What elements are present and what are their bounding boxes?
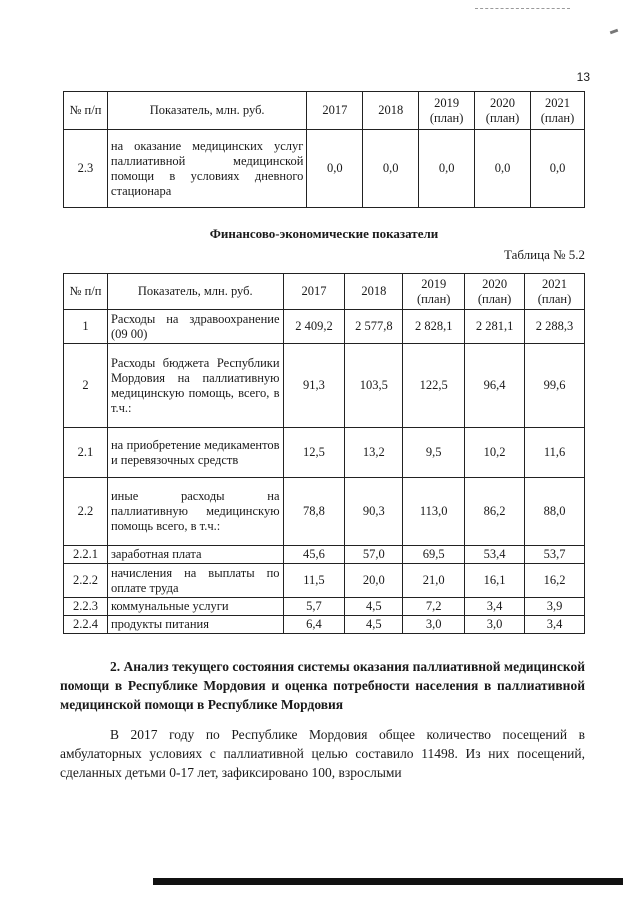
table-row bbox=[64, 478, 585, 546]
row-number: 2.1 bbox=[64, 428, 108, 478]
value-cell: 3,0 bbox=[403, 616, 465, 634]
value-cell: 3,9 bbox=[525, 598, 585, 616]
value-cell: 103,5 bbox=[345, 344, 403, 428]
value-cell: 3,0 bbox=[465, 616, 525, 634]
row-number: 2.2.4 bbox=[64, 616, 108, 634]
value-cell: 11,6 bbox=[525, 428, 585, 478]
value-cell: 91,3 bbox=[283, 344, 345, 428]
table-row bbox=[64, 546, 585, 564]
scan-artifact-bar bbox=[153, 878, 623, 885]
value-cell: 13,2 bbox=[345, 428, 403, 478]
value-cell: 4,5 bbox=[345, 616, 403, 634]
value-cell: 11,5 bbox=[283, 564, 345, 598]
value-cell: 2 409,2 bbox=[283, 310, 345, 344]
table-header-row bbox=[64, 274, 585, 310]
value-cell: 3,4 bbox=[525, 616, 585, 634]
value-cell: 78,8 bbox=[283, 478, 345, 546]
body-paragraph: В 2017 году по Республике Мордовия общее количество посещений в амбулаторных условиях с паллиативной целью составило 11498. Из них посещений, сделанных детьми 0-17 лет, зафиксировано 100, взрослыми bbox=[60, 727, 585, 780]
header-cell: Показатель, млн. руб. bbox=[107, 274, 283, 310]
header-cell: 2021 (план) bbox=[531, 92, 585, 130]
section-heading bbox=[60, 657, 585, 714]
header-cell: 2020 (план) bbox=[475, 92, 531, 130]
row-label: на оказание медицинских услуг паллиативной медицинской помощи в условиях дневного стационара bbox=[107, 130, 306, 208]
value-cell: 99,6 bbox=[525, 344, 585, 428]
row-label: Расходы бюджета Республики Мордовия на паллиативную медицинскую помощь, всего, в т.ч.: bbox=[107, 344, 283, 428]
row-label: коммунальные услуги bbox=[107, 598, 283, 616]
page-number: 13 bbox=[576, 70, 590, 84]
value-cell: 2 288,3 bbox=[525, 310, 585, 344]
section-title: Финансово-экономические показатели bbox=[209, 226, 439, 241]
header-cell: 2019 (план) bbox=[419, 92, 475, 130]
row-number: 1 bbox=[64, 310, 108, 344]
table-header-row bbox=[64, 92, 585, 130]
value-cell: 86,2 bbox=[465, 478, 525, 546]
value-cell: 2 828,1 bbox=[403, 310, 465, 344]
value-cell: 122,5 bbox=[403, 344, 465, 428]
value-cell: 2 577,8 bbox=[345, 310, 403, 344]
value-cell: 10,2 bbox=[465, 428, 525, 478]
table-row bbox=[64, 598, 585, 616]
value-cell: 45,6 bbox=[283, 546, 345, 564]
header-cell: 2018 bbox=[363, 92, 419, 130]
table-row bbox=[64, 130, 585, 208]
scan-artifact-line bbox=[475, 8, 570, 10]
value-cell: 0,0 bbox=[363, 130, 419, 208]
table-continuation bbox=[63, 91, 585, 208]
value-cell: 0,0 bbox=[419, 130, 475, 208]
value-cell: 12,5 bbox=[283, 428, 345, 478]
row-number: 2.2 bbox=[64, 478, 108, 546]
row-label: продукты питания bbox=[107, 616, 283, 634]
table-row bbox=[64, 616, 585, 634]
value-cell: 4,5 bbox=[345, 598, 403, 616]
row-label: иные расходы на паллиативную медицинскую помощь всего, в т.ч.: bbox=[107, 478, 283, 546]
header-cell: Показатель, млн. руб. bbox=[107, 92, 306, 130]
value-cell: 53,7 bbox=[525, 546, 585, 564]
row-label: Расходы на здравоохранение (09 00) bbox=[107, 310, 283, 344]
value-cell: 7,2 bbox=[403, 598, 465, 616]
value-cell: 21,0 bbox=[403, 564, 465, 598]
value-cell: 16,2 bbox=[525, 564, 585, 598]
value-cell: 69,5 bbox=[403, 546, 465, 564]
value-cell: 20,0 bbox=[345, 564, 403, 598]
value-cell: 0,0 bbox=[307, 130, 363, 208]
header-cell: 2021 (план) bbox=[525, 274, 585, 310]
value-cell: 6,4 bbox=[283, 616, 345, 634]
value-cell: 5,7 bbox=[283, 598, 345, 616]
header-cell: 2019 (план) bbox=[403, 274, 465, 310]
header-cell: 2017 bbox=[283, 274, 345, 310]
scan-artifact-mark bbox=[610, 29, 619, 35]
header-cell: 2017 bbox=[307, 92, 363, 130]
table-row bbox=[64, 428, 585, 478]
value-cell: 57,0 bbox=[345, 546, 403, 564]
table-row bbox=[64, 344, 585, 428]
header-cell: № п/п bbox=[64, 274, 108, 310]
value-cell: 88,0 bbox=[525, 478, 585, 546]
value-cell: 53,4 bbox=[465, 546, 525, 564]
financial-table bbox=[63, 273, 585, 634]
header-cell: № п/п bbox=[64, 92, 108, 130]
header-cell: 2020 (план) bbox=[465, 274, 525, 310]
value-cell: 0,0 bbox=[475, 130, 531, 208]
value-cell: 16,1 bbox=[465, 564, 525, 598]
value-cell: 2 281,1 bbox=[465, 310, 525, 344]
row-number: 2.2.2 bbox=[64, 564, 108, 598]
value-cell: 0,0 bbox=[531, 130, 585, 208]
row-label: начисления на выплаты по оплате труда bbox=[107, 564, 283, 598]
row-label: заработная плата bbox=[107, 546, 283, 564]
row-number: 2.2.3 bbox=[64, 598, 108, 616]
table-row bbox=[64, 310, 585, 344]
table-caption: Таблица № 5.2 bbox=[503, 247, 585, 262]
section-heading-number: 2. bbox=[110, 659, 121, 674]
value-cell: 9,5 bbox=[403, 428, 465, 478]
section-heading-text: Анализ текущего состояния системы оказания паллиативной медицинской помощи в Республике Мордовия и оценка потребности населения в паллиативной медицинской помощи в Республике Мордовия bbox=[60, 659, 586, 712]
row-number: 2.3 bbox=[64, 130, 108, 208]
value-cell: 90,3 bbox=[345, 478, 403, 546]
table-row bbox=[64, 564, 585, 598]
row-number: 2 bbox=[64, 344, 108, 428]
header-cell: 2018 bbox=[345, 274, 403, 310]
value-cell: 113,0 bbox=[403, 478, 465, 546]
row-number: 2.2.1 bbox=[64, 546, 108, 564]
value-cell: 3,4 bbox=[465, 598, 525, 616]
value-cell: 96,4 bbox=[465, 344, 525, 428]
row-label: на приобретение медикаментов и перевязочных средств bbox=[107, 428, 283, 478]
